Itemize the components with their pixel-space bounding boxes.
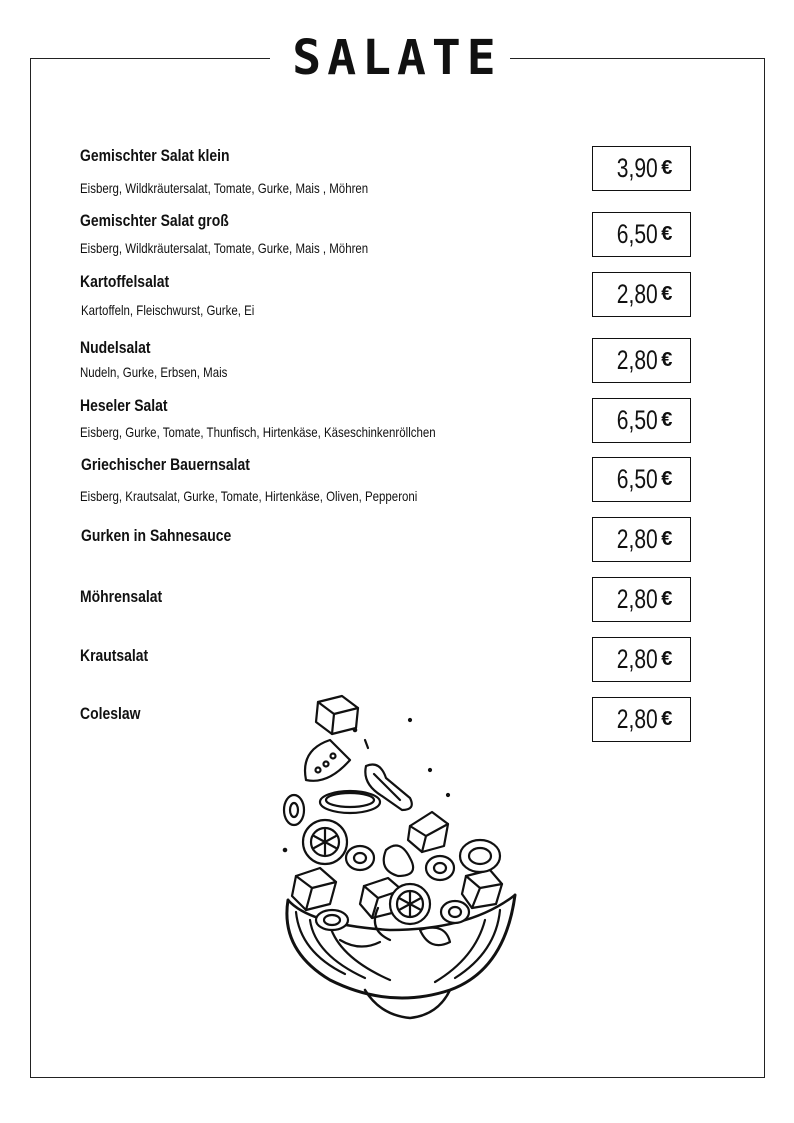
item-name: Nudelsalat [80, 338, 151, 357]
item-name: Gemischter Salat groß [80, 211, 229, 230]
salad-bowl-icon [270, 690, 520, 1025]
item-description: Nudeln, Gurke, Erbsen, Mais [80, 364, 228, 380]
price-value: 6,50 [616, 464, 658, 494]
price-box [592, 212, 691, 257]
price-value: 6,50 [616, 405, 658, 435]
item-description: Kartoffeln, Fleischwurst, Gurke, Ei [81, 302, 255, 318]
price-value: 2,80 [616, 644, 658, 674]
item-description: Eisberg, Gurke, Tomate, Thunfisch, Hirtenkäse, Käseschinkenröllchen [80, 424, 436, 440]
item-name: Kartoffelsalat [80, 272, 170, 291]
price-value: 2,80 [616, 279, 658, 309]
item-name: Möhrensalat [80, 587, 163, 606]
item-name: Heseler Salat [80, 396, 168, 415]
price-box [592, 577, 691, 622]
currency-symbol: € [661, 409, 673, 431]
price-value: 6,50 [616, 219, 658, 249]
page-title: SALATE [292, 30, 502, 86]
price-value: 2,80 [616, 345, 658, 375]
currency-symbol: € [661, 157, 673, 179]
price-value: 3,90 [616, 153, 658, 183]
currency-symbol: € [661, 528, 673, 550]
price-box [592, 637, 691, 682]
currency-symbol: € [661, 223, 673, 245]
item-description: Eisberg, Wildkräutersalat, Tomate, Gurke, Mais , Möhren [80, 180, 369, 196]
item-name: Krautsalat [80, 646, 149, 665]
price-value: 2,80 [616, 704, 658, 734]
currency-symbol: € [661, 708, 673, 730]
currency-symbol: € [661, 588, 673, 610]
currency-symbol: € [661, 283, 673, 305]
item-name: Gemischter Salat klein [80, 146, 230, 165]
price-box [592, 517, 691, 562]
item-description: Eisberg, Krautsalat, Gurke, Tomate, Hirtenkäse, Oliven, Pepperoni [80, 488, 418, 504]
price-box [592, 338, 691, 383]
price-box [592, 398, 691, 443]
price-box [592, 272, 691, 317]
item-description: Eisberg, Wildkräutersalat, Tomate, Gurke, Mais , Möhren [80, 240, 369, 256]
price-box [592, 697, 691, 742]
price-box [592, 457, 691, 502]
currency-symbol: € [661, 349, 673, 371]
item-name: Coleslaw [80, 704, 141, 723]
currency-symbol: € [661, 468, 673, 490]
price-value: 2,80 [616, 524, 658, 554]
price-box [592, 146, 691, 191]
price-value: 2,80 [616, 584, 658, 614]
item-name: Gurken in Sahnesauce [81, 526, 232, 545]
item-name: Griechischer Bauernsalat [81, 455, 250, 474]
currency-symbol: € [661, 648, 673, 670]
